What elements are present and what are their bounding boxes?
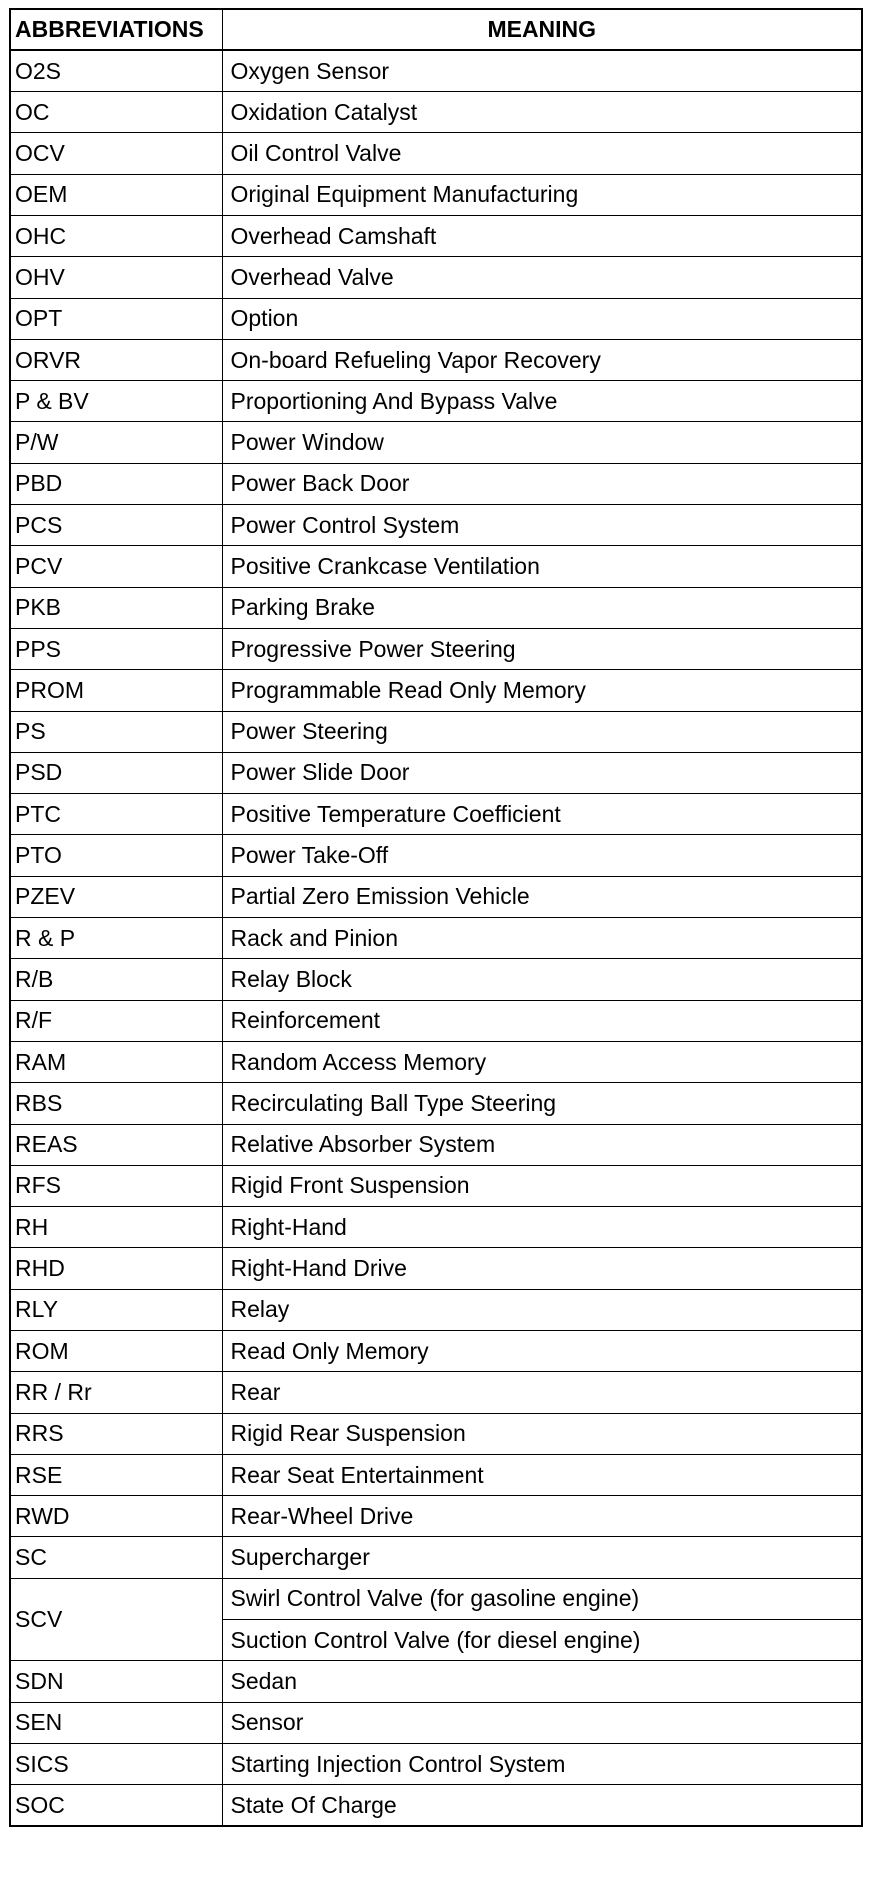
table-row — [10, 876, 862, 917]
meaning-cell: Rear Seat Entertainment — [222, 1454, 862, 1495]
meaning-cell: Power Back Door — [222, 463, 862, 504]
abbreviation-cell: PS — [10, 711, 222, 752]
meaning-cell: Power Window — [222, 422, 862, 463]
meaning-cell: Original Equipment Manufacturing — [222, 174, 862, 215]
abbreviation-cell: RAM — [10, 1041, 222, 1082]
meaning-cell: Power Steering — [222, 711, 862, 752]
table-row — [10, 711, 862, 752]
meaning-cell: Rigid Front Suspension — [222, 1165, 862, 1206]
table-row — [10, 628, 862, 669]
meaning-cell: Swirl Control Valve (for gasoline engine) — [222, 1578, 862, 1619]
table-row — [10, 1083, 862, 1124]
abbreviation-cell: SICS — [10, 1743, 222, 1784]
table-row — [10, 1496, 862, 1537]
abbreviations-column-header: ABBREVIATIONS — [10, 9, 222, 50]
abbreviation-cell: R/F — [10, 1000, 222, 1041]
abbreviation-cell: PCV — [10, 546, 222, 587]
abbreviation-cell: REAS — [10, 1124, 222, 1165]
abbreviation-cell: P & BV — [10, 381, 222, 422]
abbreviations-table-container — [9, 8, 861, 1827]
abbreviation-cell: RR / Rr — [10, 1372, 222, 1413]
meaning-cell: Rear-Wheel Drive — [222, 1496, 862, 1537]
meaning-cell: Suction Control Valve (for diesel engine) — [222, 1620, 862, 1661]
abbreviation-cell: PBD — [10, 463, 222, 504]
abbreviation-cell: PZEV — [10, 876, 222, 917]
table-row — [10, 835, 862, 876]
abbreviation-cell: RRS — [10, 1413, 222, 1454]
abbreviation-cell: PCS — [10, 505, 222, 546]
table-row — [10, 1248, 862, 1289]
meaning-cell: Option — [222, 298, 862, 339]
meaning-cell: State Of Charge — [222, 1785, 862, 1826]
abbreviation-cell: SC — [10, 1537, 222, 1578]
table-row — [10, 1165, 862, 1206]
abbreviation-cell: R & P — [10, 918, 222, 959]
abbreviation-cell: R/B — [10, 959, 222, 1000]
meaning-cell: Programmable Read Only Memory — [222, 670, 862, 711]
table-row — [10, 463, 862, 504]
abbreviation-cell: OC — [10, 92, 222, 133]
abbreviations-table — [9, 8, 863, 1827]
meaning-cell: Recirculating Ball Type Steering — [222, 1083, 862, 1124]
abbreviation-cell: OPT — [10, 298, 222, 339]
abbreviation-cell: ORVR — [10, 339, 222, 380]
table-row — [10, 1331, 862, 1372]
meaning-cell: Power Take-Off — [222, 835, 862, 876]
table-row — [10, 215, 862, 256]
meaning-cell: Relative Absorber System — [222, 1124, 862, 1165]
meaning-cell: Overhead Camshaft — [222, 215, 862, 256]
meaning-cell: Right-Hand — [222, 1207, 862, 1248]
abbreviation-cell: O2S — [10, 50, 222, 91]
abbreviation-cell: PTC — [10, 794, 222, 835]
table-row — [10, 257, 862, 298]
table-row — [10, 752, 862, 793]
meaning-cell: Rigid Rear Suspension — [222, 1413, 862, 1454]
meaning-cell: Parking Brake — [222, 587, 862, 628]
abbreviation-cell: RWD — [10, 1496, 222, 1537]
table-row — [10, 1124, 862, 1165]
meaning-cell: Read Only Memory — [222, 1331, 862, 1372]
meaning-cell: Overhead Valve — [222, 257, 862, 298]
abbreviation-cell: OCV — [10, 133, 222, 174]
table-row — [10, 1578, 862, 1619]
abbreviation-cell: PTO — [10, 835, 222, 876]
table-row — [10, 505, 862, 546]
table-row — [10, 918, 862, 959]
meaning-cell: Starting Injection Control System — [222, 1743, 862, 1784]
abbreviation-cell: RLY — [10, 1289, 222, 1330]
table-row — [10, 1702, 862, 1743]
meaning-cell: Partial Zero Emission Vehicle — [222, 876, 862, 917]
meaning-cell: Rear — [222, 1372, 862, 1413]
meaning-cell: Relay Block — [222, 959, 862, 1000]
table-row — [10, 1372, 862, 1413]
meaning-cell: Sedan — [222, 1661, 862, 1702]
table-row — [10, 1785, 862, 1826]
table-row — [10, 1743, 862, 1784]
table-row — [10, 1537, 862, 1578]
table-row — [10, 92, 862, 133]
abbreviation-cell: OHV — [10, 257, 222, 298]
table-row — [10, 670, 862, 711]
meaning-cell: Positive Temperature Coefficient — [222, 794, 862, 835]
meaning-cell: Supercharger — [222, 1537, 862, 1578]
table-row — [10, 1413, 862, 1454]
meaning-cell: Oxygen Sensor — [222, 50, 862, 91]
table-row — [10, 1000, 862, 1041]
meaning-cell: Rack and Pinion — [222, 918, 862, 959]
header-row — [10, 9, 862, 50]
abbreviation-cell: PKB — [10, 587, 222, 628]
abbreviation-cell: OEM — [10, 174, 222, 215]
abbreviation-cell: OHC — [10, 215, 222, 256]
table-row — [10, 546, 862, 587]
abbreviation-cell: PSD — [10, 752, 222, 793]
table-row — [10, 381, 862, 422]
meaning-cell: Oxidation Catalyst — [222, 92, 862, 133]
abbreviation-cell: PROM — [10, 670, 222, 711]
table-row — [10, 339, 862, 380]
table-row — [10, 422, 862, 463]
meaning-cell: Reinforcement — [222, 1000, 862, 1041]
meaning-cell: Oil Control Valve — [222, 133, 862, 174]
abbreviation-cell: PPS — [10, 628, 222, 669]
meaning-cell: On-board Refueling Vapor Recovery — [222, 339, 862, 380]
table-row — [10, 298, 862, 339]
meaning-cell: Relay — [222, 1289, 862, 1330]
table-row — [10, 587, 862, 628]
abbreviation-cell: RHD — [10, 1248, 222, 1289]
meaning-cell: Positive Crankcase Ventilation — [222, 546, 862, 587]
meaning-cell: Progressive Power Steering — [222, 628, 862, 669]
table-row — [10, 1207, 862, 1248]
abbreviation-cell: P/W — [10, 422, 222, 463]
abbreviation-cell: RFS — [10, 1165, 222, 1206]
table-row — [10, 133, 862, 174]
meaning-cell: Random Access Memory — [222, 1041, 862, 1082]
table-row — [10, 1661, 862, 1702]
meaning-cell: Proportioning And Bypass Valve — [222, 381, 862, 422]
abbreviation-cell: SDN — [10, 1661, 222, 1702]
abbreviation-cell: RSE — [10, 1454, 222, 1495]
meaning-cell: Right-Hand Drive — [222, 1248, 862, 1289]
table-row — [10, 1289, 862, 1330]
abbreviation-cell: RBS — [10, 1083, 222, 1124]
meaning-column-header: MEANING — [222, 9, 862, 50]
abbreviation-cell: RH — [10, 1207, 222, 1248]
table-row — [10, 50, 862, 91]
meaning-cell: Sensor — [222, 1702, 862, 1743]
table-row — [10, 174, 862, 215]
table-row — [10, 959, 862, 1000]
abbreviation-cell: SEN — [10, 1702, 222, 1743]
abbreviation-cell: ROM — [10, 1331, 222, 1372]
table-body — [10, 50, 862, 1826]
meaning-cell: Power Control System — [222, 505, 862, 546]
abbreviation-cell: SCV — [10, 1578, 222, 1661]
table-header — [10, 9, 862, 50]
table-row — [10, 1041, 862, 1082]
table-row — [10, 794, 862, 835]
meaning-cell: Power Slide Door — [222, 752, 862, 793]
table-row — [10, 1454, 862, 1495]
abbreviation-cell: SOC — [10, 1785, 222, 1826]
